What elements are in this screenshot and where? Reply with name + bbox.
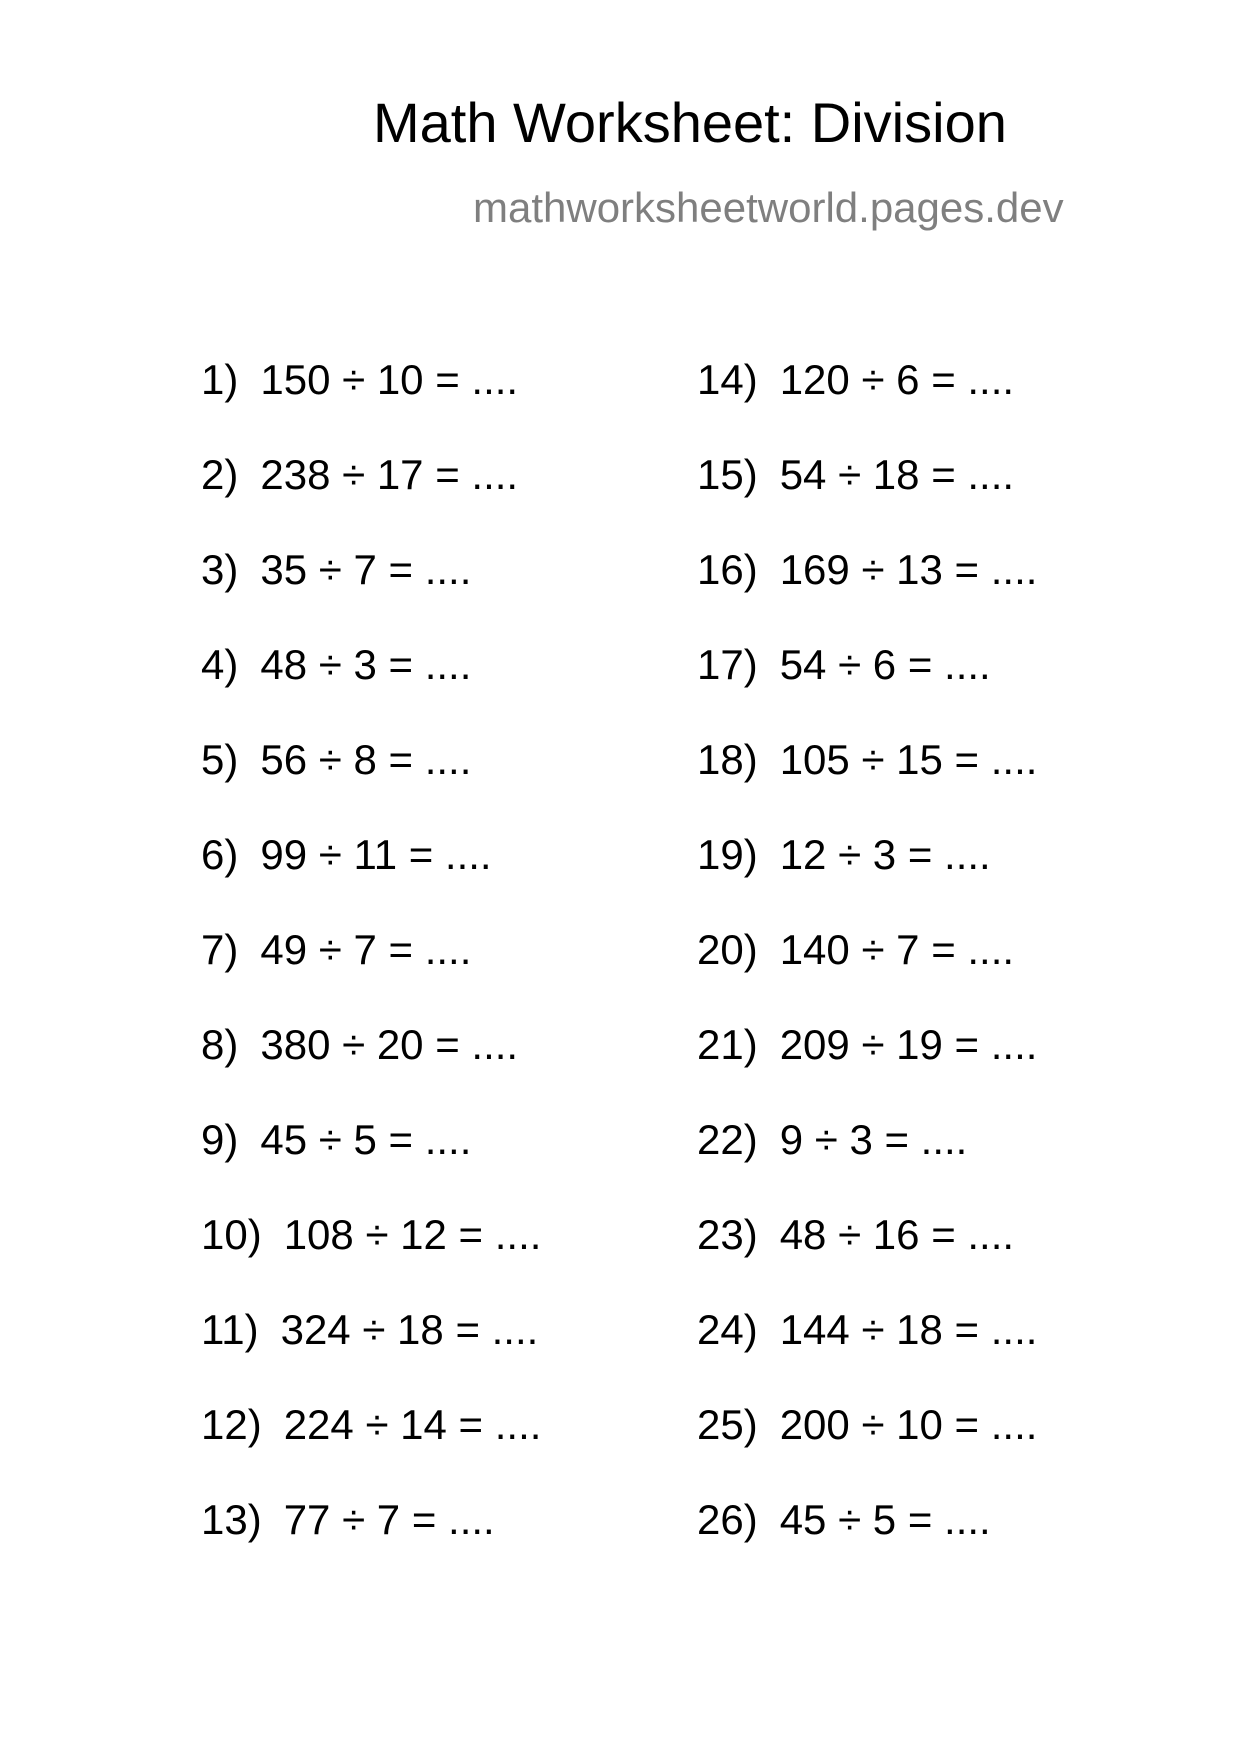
problem-number: 24) <box>697 1306 758 1353</box>
problem-expression: 9 ÷ 3 = .... <box>779 1116 968 1163</box>
problem-item <box>201 545 471 595</box>
problem-number: 3) <box>201 546 239 593</box>
problem-expression: 99 ÷ 11 = .... <box>260 831 492 878</box>
problem-number: 5) <box>201 736 239 783</box>
problem-expression: 120 ÷ 6 = .... <box>779 356 1015 403</box>
problem-number: 9) <box>201 1116 239 1163</box>
problem-number: 2) <box>201 451 239 498</box>
problem-number: 10) <box>201 1211 262 1258</box>
problem-number: 17) <box>697 641 758 688</box>
problem-number: 8) <box>201 1021 239 1068</box>
problem-item <box>697 1115 967 1165</box>
problem-number: 7) <box>201 926 239 973</box>
problem-item <box>697 830 991 880</box>
problem-expression: 324 ÷ 18 = .... <box>280 1306 539 1353</box>
problem-item <box>697 1495 991 1545</box>
problem-item <box>201 640 471 690</box>
problem-expression: 48 ÷ 16 = .... <box>779 1211 1015 1258</box>
problem-number: 22) <box>697 1116 758 1163</box>
problem-number: 16) <box>697 546 758 593</box>
problem-item <box>201 450 518 500</box>
problem-item <box>697 1305 1037 1355</box>
problem-number: 19) <box>697 831 758 878</box>
problem-expression: 45 ÷ 5 = .... <box>779 1496 991 1543</box>
problem-number: 11) <box>201 1306 259 1353</box>
problem-number: 18) <box>697 736 758 783</box>
problem-expression: 380 ÷ 20 = .... <box>260 1021 519 1068</box>
problem-expression: 200 ÷ 10 = .... <box>779 1401 1038 1448</box>
problem-expression: 144 ÷ 18 = .... <box>779 1306 1038 1353</box>
problem-item <box>697 545 1037 595</box>
problem-list <box>0 355 1240 1555</box>
problem-item <box>697 1210 1014 1260</box>
problem-item <box>201 925 471 975</box>
problem-number: 13) <box>201 1496 262 1543</box>
problem-item <box>201 830 492 880</box>
problem-number: 14) <box>697 356 758 403</box>
problem-expression: 35 ÷ 7 = .... <box>260 546 472 593</box>
problem-expression: 45 ÷ 5 = .... <box>260 1116 472 1163</box>
website-url: mathworksheetworld.pages.dev <box>473 184 1064 231</box>
problem-number: 4) <box>201 641 239 688</box>
problem-item <box>201 1400 541 1450</box>
problem-item <box>697 355 1014 405</box>
problem-number: 25) <box>697 1401 758 1448</box>
problem-expression: 54 ÷ 6 = .... <box>779 641 991 688</box>
problem-item <box>697 450 1014 500</box>
problem-expression: 105 ÷ 15 = .... <box>779 736 1038 783</box>
problem-expression: 56 ÷ 8 = .... <box>260 736 472 783</box>
problem-expression: 48 ÷ 3 = .... <box>260 641 472 688</box>
problem-expression: 49 ÷ 7 = .... <box>260 926 472 973</box>
problem-number: 1) <box>201 356 239 403</box>
problem-expression: 54 ÷ 18 = .... <box>779 451 1015 498</box>
problem-number: 20) <box>697 926 758 973</box>
problem-item <box>201 1115 471 1165</box>
problem-number: 26) <box>697 1496 758 1543</box>
problem-item <box>201 1210 541 1260</box>
problem-expression: 224 ÷ 14 = .... <box>283 1401 542 1448</box>
problem-item <box>697 925 1014 975</box>
problem-number: 15) <box>697 451 758 498</box>
problem-number: 6) <box>201 831 239 878</box>
problem-expression: 12 ÷ 3 = .... <box>779 831 991 878</box>
problem-number: 12) <box>201 1401 262 1448</box>
problem-item <box>201 735 471 785</box>
problem-item <box>201 1305 538 1355</box>
problem-expression: 169 ÷ 13 = .... <box>779 546 1038 593</box>
problem-item <box>697 1400 1037 1450</box>
problem-expression: 108 ÷ 12 = .... <box>283 1211 542 1258</box>
problem-number: 23) <box>697 1211 758 1258</box>
problem-item <box>201 1020 518 1070</box>
problem-expression: 77 ÷ 7 = .... <box>283 1496 495 1543</box>
worksheet-title: Math Worksheet: Division <box>373 91 1007 154</box>
problem-item <box>201 355 518 405</box>
problem-item <box>201 1495 495 1545</box>
problem-expression: 150 ÷ 10 = .... <box>260 356 519 403</box>
problem-expression: 140 ÷ 7 = .... <box>779 926 1015 973</box>
problem-number: 21) <box>697 1021 758 1068</box>
problem-expression: 238 ÷ 17 = .... <box>260 451 519 498</box>
problem-item <box>697 735 1037 785</box>
problem-item <box>697 640 991 690</box>
problem-expression: 209 ÷ 19 = .... <box>779 1021 1038 1068</box>
problem-item <box>697 1020 1037 1070</box>
